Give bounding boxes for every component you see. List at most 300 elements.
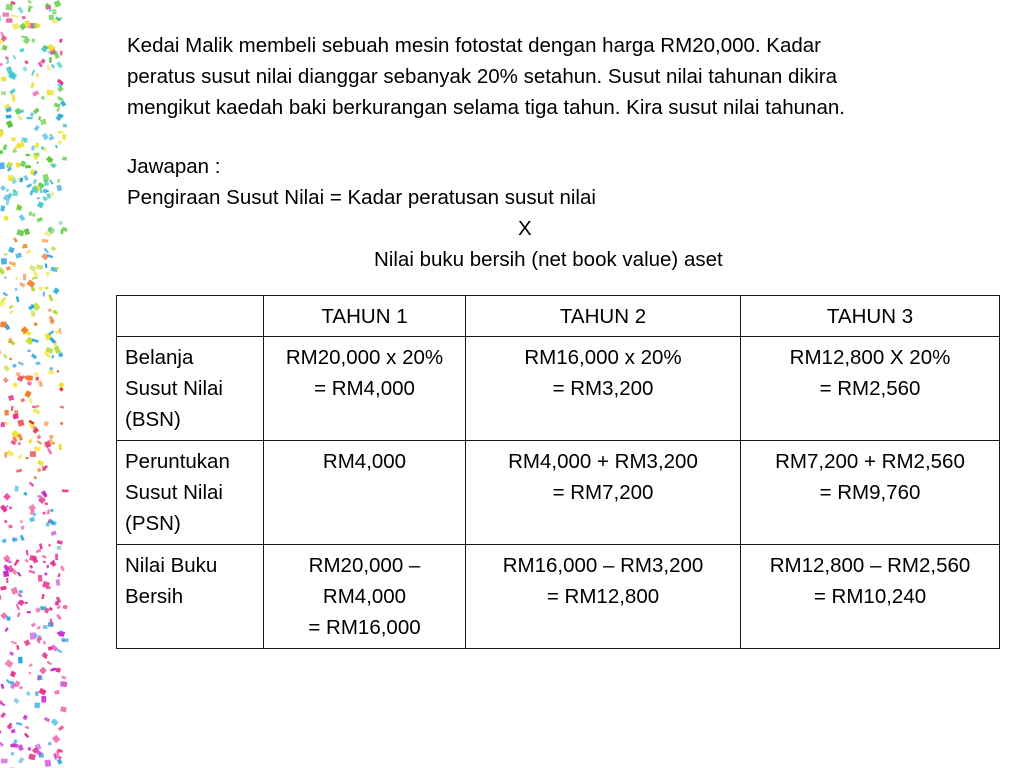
confetti-piece bbox=[15, 486, 19, 492]
confetti-piece bbox=[25, 602, 28, 604]
confetti-piece bbox=[15, 252, 22, 258]
formula-text: Pengiraan Susut Nilai = Kadar peratusan susut nilai bbox=[127, 186, 596, 209]
row-label-line: Bersih bbox=[125, 585, 184, 608]
confetti-piece bbox=[46, 193, 51, 199]
confetti-piece bbox=[18, 744, 24, 751]
confetti-piece bbox=[0, 742, 4, 747]
confetti-piece bbox=[24, 558, 29, 563]
confetti-piece bbox=[57, 140, 62, 145]
confetti-piece bbox=[34, 703, 40, 709]
confetti-piece bbox=[57, 573, 60, 577]
confetti-piece bbox=[57, 605, 61, 609]
question-line-1: Kedai Malik membeli sebuah mesin fotostat dengan harga RM20,000. Kadar bbox=[127, 34, 821, 57]
confetti-piece bbox=[38, 116, 41, 120]
confetti-piece bbox=[58, 631, 65, 638]
confetti-piece bbox=[39, 688, 47, 696]
confetti-piece bbox=[19, 48, 24, 53]
confetti-piece bbox=[11, 641, 17, 645]
confetti-piece bbox=[54, 0, 62, 7]
confetti-piece bbox=[27, 611, 31, 613]
confetti-piece bbox=[16, 229, 24, 236]
confetti-piece bbox=[0, 712, 6, 718]
row-label bbox=[117, 337, 264, 441]
confetti-piece bbox=[49, 15, 54, 20]
calc-cell bbox=[264, 545, 466, 649]
confetti-piece bbox=[42, 511, 46, 515]
confetti-piece bbox=[59, 39, 63, 43]
confetti-piece bbox=[60, 406, 64, 409]
confetti-piece bbox=[49, 136, 55, 141]
confetti-piece bbox=[34, 446, 41, 451]
calc-cell-line: = RM12,800 bbox=[546, 585, 660, 608]
confetti-piece bbox=[40, 606, 44, 610]
confetti-piece bbox=[10, 681, 14, 685]
confetti-piece bbox=[37, 201, 44, 208]
confetti-piece bbox=[36, 549, 42, 553]
confetti-piece bbox=[52, 735, 60, 743]
confetti-piece bbox=[60, 565, 65, 571]
confetti-piece bbox=[42, 188, 47, 193]
calc-cell-line: RM16,000 x 20% bbox=[524, 346, 682, 369]
confetti-piece bbox=[11, 137, 16, 141]
confetti-piece bbox=[39, 675, 43, 680]
confetti-piece bbox=[29, 265, 37, 272]
calc-cell-line: RM20,000 – bbox=[308, 554, 421, 577]
confetti-piece bbox=[19, 282, 25, 288]
confetti-piece bbox=[57, 179, 60, 183]
confetti-piece bbox=[23, 244, 28, 249]
confetti-piece bbox=[16, 162, 20, 167]
confetti-piece bbox=[43, 561, 46, 563]
confetti-piece bbox=[59, 444, 62, 450]
confetti-piece bbox=[25, 726, 30, 730]
confetti-piece bbox=[56, 61, 63, 68]
row-bsn bbox=[117, 337, 1000, 441]
confetti-piece bbox=[9, 506, 13, 510]
confetti-piece bbox=[44, 502, 48, 505]
confetti-piece bbox=[56, 370, 59, 373]
question-text bbox=[127, 30, 987, 123]
confetti-piece bbox=[24, 60, 28, 65]
confetti-piece bbox=[54, 346, 61, 354]
confetti-piece bbox=[33, 271, 38, 277]
formula-multiply-sign: X bbox=[518, 217, 532, 240]
confetti-piece bbox=[32, 406, 37, 409]
row-label-line: Susut Nilai bbox=[125, 377, 223, 400]
calc-cell-line: RM4,000 bbox=[322, 450, 407, 473]
confetti-piece bbox=[12, 23, 19, 30]
confetti-piece bbox=[28, 747, 32, 751]
confetti-piece bbox=[51, 355, 55, 359]
answer-label: Jawapan : bbox=[127, 155, 221, 178]
confetti-piece bbox=[47, 448, 53, 455]
confetti-piece bbox=[13, 237, 18, 243]
row-label-line: Belanja bbox=[125, 346, 194, 369]
confetti-piece bbox=[60, 706, 67, 712]
confetti-piece bbox=[57, 546, 62, 550]
confetti-piece bbox=[38, 575, 43, 582]
confetti-piece bbox=[17, 612, 20, 617]
confetti-piece bbox=[4, 627, 9, 632]
confetti-piece bbox=[41, 253, 48, 260]
confetti-piece bbox=[0, 267, 5, 274]
confetti-piece bbox=[11, 14, 18, 18]
confetti-piece bbox=[29, 212, 33, 216]
confetti-piece bbox=[48, 309, 51, 312]
confetti-piece bbox=[45, 287, 49, 290]
calc-cell-line: RM20,000 x 20% bbox=[285, 346, 444, 369]
confetti-piece bbox=[28, 570, 35, 574]
confetti-piece bbox=[18, 593, 23, 598]
confetti-piece bbox=[35, 73, 38, 78]
confetti-piece bbox=[15, 277, 19, 281]
confetti-piece bbox=[56, 107, 60, 112]
confetti-piece bbox=[59, 382, 64, 387]
confetti-piece bbox=[17, 7, 24, 14]
confetti-piece bbox=[3, 144, 8, 150]
confetti-piece bbox=[0, 162, 5, 169]
confetti-piece bbox=[37, 626, 41, 630]
confetti-piece bbox=[31, 353, 37, 359]
confetti-piece bbox=[49, 607, 53, 611]
confetti-piece bbox=[3, 377, 9, 383]
confetti-piece bbox=[2, 292, 8, 297]
confetti-piece bbox=[58, 220, 63, 225]
confetti-piece bbox=[1, 91, 6, 95]
confetti-piece bbox=[28, 7, 31, 12]
confetti-piece bbox=[56, 185, 62, 192]
confetti-piece bbox=[32, 338, 39, 343]
confetti-piece bbox=[51, 531, 57, 536]
confetti-piece bbox=[6, 578, 8, 583]
calc-cell bbox=[466, 441, 741, 545]
confetti-piece bbox=[43, 292, 45, 297]
confetti-piece bbox=[50, 667, 56, 672]
confetti-piece bbox=[20, 398, 25, 403]
calc-cell-line: = RM10,240 bbox=[813, 585, 927, 608]
confetti-piece bbox=[57, 759, 63, 765]
calc-cell bbox=[466, 545, 741, 649]
confetti-piece bbox=[32, 179, 37, 185]
confetti-piece bbox=[35, 377, 39, 381]
confetti-piece bbox=[18, 757, 25, 764]
confetti-piece bbox=[9, 651, 14, 656]
confetti-piece bbox=[0, 63, 3, 67]
confetti-piece bbox=[54, 690, 60, 695]
confetti-piece bbox=[20, 520, 23, 523]
confetti-piece bbox=[13, 698, 19, 704]
confetti-piece bbox=[29, 482, 35, 488]
calc-cell-line: RM4,000 + RM3,200 bbox=[508, 450, 698, 473]
confetti-piece bbox=[48, 294, 53, 301]
confetti-piece bbox=[44, 248, 49, 254]
confetti-piece bbox=[53, 51, 60, 59]
confetti-piece bbox=[24, 228, 30, 235]
confetti-piece bbox=[30, 451, 36, 457]
confetti-piece bbox=[55, 267, 60, 270]
confetti-piece bbox=[38, 381, 43, 388]
confetti-piece bbox=[21, 35, 27, 38]
confetti-piece bbox=[58, 352, 63, 357]
confetti-piece bbox=[49, 180, 54, 185]
confetti-piece bbox=[3, 365, 10, 372]
confetti-piece bbox=[31, 623, 36, 628]
calc-cell-line: = RM7,200 bbox=[552, 481, 654, 504]
confetti-piece bbox=[62, 157, 67, 161]
confetti-piece bbox=[28, 754, 35, 761]
calc-cell bbox=[741, 337, 1000, 441]
confetti-piece bbox=[60, 51, 63, 56]
confetti-piece bbox=[56, 668, 61, 673]
calc-cell bbox=[264, 337, 466, 441]
confetti-piece bbox=[3, 354, 8, 359]
calc-cell-line: RM4,000 bbox=[322, 585, 407, 608]
confetti-piece bbox=[11, 743, 18, 747]
confetti-piece bbox=[9, 357, 12, 360]
confetti-piece bbox=[10, 671, 16, 677]
confetti-piece bbox=[58, 725, 64, 731]
table-header-row bbox=[117, 296, 1000, 337]
confetti-piece bbox=[27, 381, 32, 386]
formula-net-book-value: Nilai buku bersih (net book value) aset bbox=[374, 248, 723, 271]
confetti-piece bbox=[27, 349, 31, 352]
confetti-piece bbox=[11, 587, 19, 595]
confetti-piece bbox=[31, 70, 35, 76]
question-line-3: mengikut kaedah baki berkurangan selama tiga tahun. Kira susut nilai tahunan. bbox=[127, 96, 845, 119]
confetti-piece bbox=[40, 119, 47, 126]
depreciation-table bbox=[116, 295, 1000, 649]
confetti-piece bbox=[47, 509, 51, 514]
confetti-piece bbox=[33, 155, 38, 160]
confetti-piece bbox=[18, 454, 23, 460]
confetti-piece bbox=[37, 460, 44, 466]
confetti-piece bbox=[27, 0, 31, 4]
row-label-line: Susut Nilai bbox=[125, 481, 223, 504]
confetti-piece bbox=[33, 476, 37, 480]
confetti-piece bbox=[37, 197, 40, 199]
confetti-piece bbox=[60, 422, 64, 425]
confetti-piece bbox=[26, 340, 32, 343]
row-label-line: Peruntukan bbox=[125, 450, 230, 473]
confetti-piece bbox=[55, 145, 58, 149]
confetti-piece bbox=[11, 406, 14, 411]
confetti-piece bbox=[50, 246, 56, 252]
confetti-piece bbox=[36, 440, 42, 445]
calc-cell-line: RM16,000 – RM3,200 bbox=[502, 554, 704, 577]
confetti-piece bbox=[26, 691, 31, 696]
confetti-piece bbox=[26, 154, 30, 156]
calc-cell-line: = RM2,560 bbox=[819, 377, 921, 400]
confetti-piece bbox=[62, 134, 66, 140]
confetti-piece bbox=[29, 663, 33, 667]
confetti-piece bbox=[41, 96, 45, 100]
confetti-piece bbox=[29, 672, 32, 675]
confetti-graphic bbox=[0, 0, 70, 768]
confetti-piece bbox=[11, 94, 15, 101]
header-year-1: TAHUN 1 bbox=[264, 296, 466, 337]
calc-cell bbox=[741, 545, 1000, 649]
confetti-piece bbox=[1, 76, 6, 81]
confetti-piece bbox=[56, 602, 59, 606]
confetti-piece bbox=[16, 296, 19, 302]
confetti-piece bbox=[19, 686, 22, 689]
confetti-piece bbox=[54, 103, 61, 108]
confetti-piece bbox=[30, 310, 35, 317]
confetti-piece bbox=[6, 266, 11, 271]
confetti-piece bbox=[41, 696, 46, 703]
confetti-piece bbox=[48, 369, 54, 374]
confetti-piece bbox=[36, 264, 43, 270]
confetti-piece bbox=[0, 185, 6, 191]
confetti-piece bbox=[44, 421, 49, 426]
confetti-piece bbox=[33, 108, 40, 115]
confetti-piece bbox=[44, 717, 50, 722]
confetti-piece bbox=[3, 493, 11, 501]
confetti-piece bbox=[46, 272, 50, 276]
confetti-piece bbox=[18, 657, 23, 664]
confetti-piece bbox=[42, 555, 47, 559]
confetti-piece bbox=[26, 183, 32, 188]
confetti-piece bbox=[39, 543, 43, 549]
confetti-piece bbox=[26, 550, 29, 556]
confetti-piece bbox=[8, 525, 12, 529]
confetti-piece bbox=[55, 579, 60, 586]
confetti-piece bbox=[17, 419, 24, 426]
calc-cell-line: = RM4,000 bbox=[314, 377, 415, 400]
calc-cell bbox=[264, 441, 466, 545]
confetti-piece bbox=[11, 729, 16, 733]
confetti-piece bbox=[33, 322, 37, 326]
confetti-piece bbox=[52, 9, 56, 14]
confetti-piece bbox=[53, 287, 60, 294]
confetti-piece bbox=[16, 645, 19, 650]
confetti-piece bbox=[37, 468, 42, 473]
confetti-piece bbox=[9, 261, 16, 266]
confetti-piece bbox=[2, 13, 9, 17]
confetti-piece bbox=[9, 305, 14, 310]
confetti-piece bbox=[16, 372, 21, 376]
confetti-piece bbox=[51, 718, 59, 726]
confetti-piece bbox=[48, 742, 52, 746]
confetti-piece bbox=[25, 165, 31, 168]
confetti-piece bbox=[16, 604, 20, 611]
confetti-piece bbox=[10, 752, 14, 756]
calc-cell bbox=[741, 441, 1000, 545]
confetti-piece bbox=[60, 681, 67, 687]
confetti-piece bbox=[18, 361, 24, 366]
confetti-piece bbox=[26, 250, 32, 254]
confetti-piece bbox=[17, 115, 23, 121]
header-empty bbox=[117, 296, 264, 337]
confetti-piece bbox=[6, 120, 14, 128]
confetti-piece bbox=[8, 162, 13, 167]
confetti-piece bbox=[0, 730, 1, 735]
confetti-piece bbox=[0, 350, 2, 354]
confetti-piece bbox=[43, 641, 46, 645]
confetti-piece bbox=[1, 258, 7, 264]
confetti-piece bbox=[19, 214, 26, 221]
header-year-2: TAHUN 2 bbox=[466, 296, 741, 337]
confetti-piece bbox=[47, 65, 50, 70]
confetti-piece bbox=[21, 526, 25, 530]
confetti-piece bbox=[0, 150, 3, 155]
confetti-piece bbox=[37, 405, 40, 408]
confetti-piece bbox=[32, 408, 40, 415]
header-year-3: TAHUN 3 bbox=[741, 296, 1000, 337]
confetti-piece bbox=[29, 398, 33, 404]
confetti-piece bbox=[0, 595, 2, 600]
confetti-piece bbox=[24, 733, 29, 739]
calc-cell-line: RM12,800 X 20% bbox=[789, 346, 951, 369]
confetti-piece bbox=[17, 434, 23, 441]
confetti-piece bbox=[22, 16, 26, 20]
row-label-line: (BSN) bbox=[125, 408, 181, 431]
confetti-piece bbox=[6, 201, 9, 205]
confetti-piece bbox=[42, 133, 49, 141]
confetti-piece bbox=[51, 509, 54, 512]
confetti-piece bbox=[17, 442, 21, 446]
calc-cell bbox=[466, 337, 741, 441]
confetti-piece bbox=[44, 572, 47, 575]
confetti-piece bbox=[48, 9, 51, 12]
confetti-piece bbox=[60, 100, 66, 106]
confetti-piece bbox=[55, 554, 58, 560]
confetti-piece bbox=[28, 439, 33, 444]
row-label bbox=[117, 545, 264, 649]
confetti-piece bbox=[31, 145, 35, 150]
confetti-piece bbox=[35, 691, 39, 696]
confetti-piece bbox=[12, 538, 17, 542]
confetti-piece bbox=[24, 639, 31, 646]
confetti-piece bbox=[31, 39, 35, 43]
calc-cell-line: RM12,800 – RM2,560 bbox=[769, 554, 971, 577]
confetti-piece bbox=[46, 565, 48, 569]
confetti-piece bbox=[8, 247, 15, 254]
confetti-piece bbox=[59, 328, 62, 334]
confetti-piece bbox=[51, 192, 53, 197]
confetti-piece bbox=[2, 45, 8, 51]
confetti-piece bbox=[34, 125, 40, 131]
confetti-piece bbox=[51, 64, 55, 69]
row-label bbox=[117, 441, 264, 545]
confetti-piece bbox=[49, 57, 52, 63]
confetti-piece bbox=[32, 276, 38, 280]
confetti-piece bbox=[45, 760, 52, 767]
confetti-piece bbox=[62, 489, 69, 492]
confetti-piece bbox=[41, 652, 48, 659]
row-label-line: (PSN) bbox=[125, 512, 181, 535]
confetti-piece bbox=[38, 637, 42, 641]
confetti-piece bbox=[57, 649, 63, 654]
confetti-piece bbox=[4, 276, 7, 279]
confetti-piece bbox=[35, 607, 41, 613]
confetti-piece bbox=[16, 722, 22, 726]
confetti-piece bbox=[6, 450, 14, 457]
confetti-piece bbox=[57, 540, 63, 545]
confetti-piece bbox=[36, 434, 41, 439]
confetti-piece bbox=[15, 288, 18, 291]
confetti-piece bbox=[3, 215, 9, 221]
confetti-piece bbox=[16, 469, 22, 473]
confetti-piece bbox=[29, 565, 33, 569]
confetti-piece bbox=[43, 625, 48, 629]
confetti-piece bbox=[0, 15, 1, 21]
confetti-piece bbox=[24, 390, 31, 398]
confetti-piece bbox=[34, 372, 39, 376]
confetti-piece bbox=[26, 117, 32, 120]
confetti-piece bbox=[6, 188, 10, 192]
calc-cell-line: = RM3,200 bbox=[552, 377, 654, 400]
